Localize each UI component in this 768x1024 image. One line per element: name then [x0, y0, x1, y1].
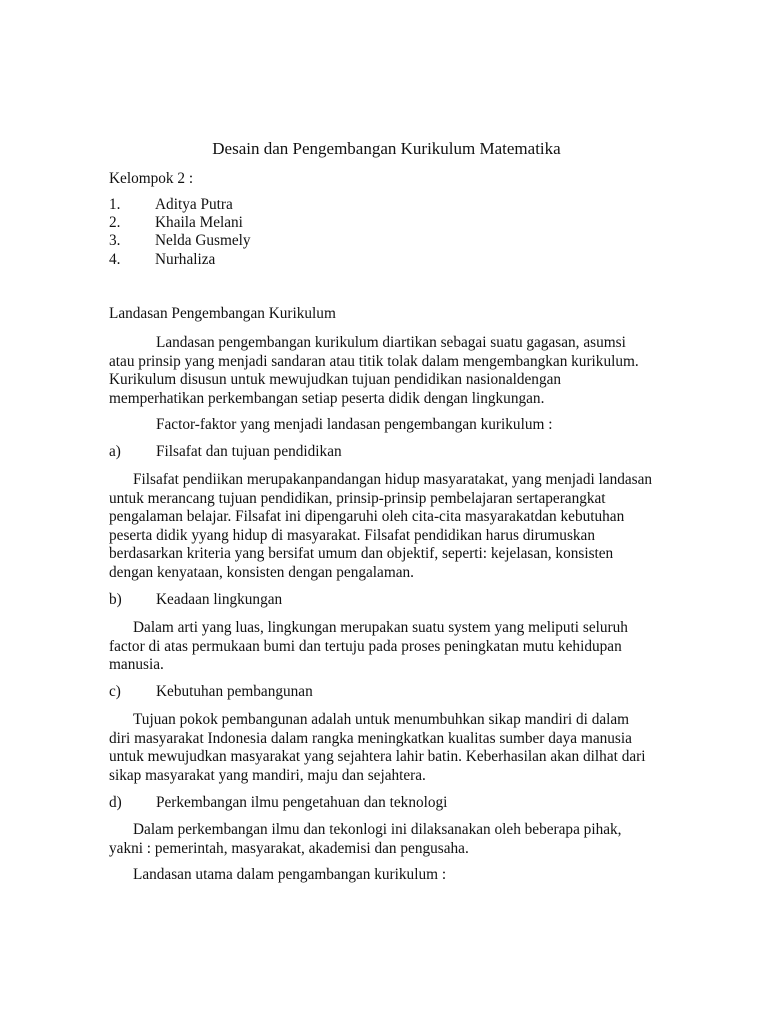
- paragraph-line: Kurikulum disusun untuk mewujudkan tujuan pendidikan nasionaldengan: [109, 371, 562, 388]
- paragraph-line: peserta didik yyang hidup di masyarakat. Filsafat pendidikan harus dirumuskan: [109, 526, 595, 544]
- factor-paragraph-d: [109, 821, 664, 858]
- factor-label: Kebutuhan pembangunan: [156, 683, 313, 700]
- paragraph-line: berdasarkan kriteria yang bersifat umum dan objektif, seperti: kejelasan, konsisten: [109, 545, 614, 562]
- list-number: 3.: [109, 232, 121, 250]
- factor-label: Keadaan lingkungan: [156, 591, 283, 608]
- paragraph-line: factor di atas permukaan bumi dan tertuju pada proses peningkatan mutu kehidupan: [109, 637, 622, 655]
- document-page: [109, 0, 664, 1024]
- list-letter: b): [109, 591, 122, 608]
- list-number: 4.: [109, 250, 121, 268]
- factors-intro: [109, 416, 664, 435]
- paragraph-line: Dalam perkembangan ilmu dan tekonlogi ini dilaksanakan oleh beberapa pihak,: [133, 821, 622, 838]
- paragraph-line: dengan kenyataan, konsisten dengan pengalaman.: [109, 563, 414, 581]
- section-heading: Landasan Pengembangan Kurikulum: [109, 305, 336, 322]
- closing-paragraph: [109, 866, 664, 885]
- paragraph-line: yakni : pemerintah, masyarakat, akademisi dan pengusaha.: [109, 839, 469, 857]
- paragraph-line: Dalam arti yang luas, lingkungan merupakan suatu system yang meliputi seluruh: [133, 619, 628, 636]
- list-letter: d): [109, 794, 122, 811]
- paragraph-line: diri masyarakat Indonesia dalam rangka meningkatkan kualitas sumber daya manusia: [109, 729, 632, 747]
- list-number: 2.: [109, 214, 121, 232]
- paragraph-line: manusia.: [109, 656, 164, 673]
- member-name: Aditya Putra: [155, 196, 233, 213]
- factor-label: Perkembangan ilmu pengetahuan dan teknologi: [156, 794, 448, 811]
- paragraph-line: memperhatikan perkembangan setiap peserta didik dengan lingkungan.: [109, 389, 545, 407]
- factor-paragraph-b: [109, 619, 664, 675]
- document-title: Desain dan Pengembangan Kurikulum Matematika: [212, 139, 561, 158]
- factor-label: Filsafat dan tujuan pendidikan: [156, 443, 342, 460]
- list-letter: a): [109, 443, 121, 460]
- paragraph-line: untuk mewujudkan masyarakat yang sejahtera lahir batin. Keberhasilan akan dilhat dari: [109, 748, 646, 765]
- paragraph-line: sikap masyarakat yang mandiri, maju dan sejahtera.: [109, 766, 426, 784]
- paragraph-line: pengalaman belajar. Filsafat ini dipengaruhi oleh cita-cita masyarakatdan kebutuhan: [109, 508, 625, 525]
- paragraph-line: Landasan pengembangan kurikulum diartikan sebagai suatu gagasan, asumsi: [156, 334, 626, 351]
- member-name: Khaila Melani: [155, 214, 243, 232]
- paragraph-line: Factor-faktor yang menjadi landasan pengembangan kurikulum :: [156, 416, 553, 433]
- paragraph-line: Tujuan pokok pembangunan adalah untuk menumbuhkan sikap mandiri di dalam: [133, 711, 630, 728]
- member-name: Nelda Gusmely: [155, 232, 251, 250]
- factor-paragraph-c: [109, 711, 664, 785]
- paragraph-line: untuk merancang tujuan pendidikan, prinsip-prinsip pembelajaran sertaperangkat: [109, 489, 606, 507]
- list-letter: c): [109, 683, 121, 700]
- paragraph-line: atau prinsip yang menjadi sandaran atau titik tolak dalam mengembangkan kurikulum.: [109, 352, 639, 370]
- factor-paragraph-a: [109, 471, 664, 582]
- group-label: Kelompok 2 :: [109, 170, 194, 187]
- member-name: Nurhaliza: [155, 250, 216, 268]
- paragraph-line: Landasan utama dalam pengambangan kurikulum :: [133, 866, 447, 883]
- paragraph-line: Filsafat pendiikan merupakanpandangan hidup masyaratakat, yang menjadi landasan: [133, 471, 653, 488]
- list-number: 1.: [109, 196, 121, 213]
- intro-paragraph: [109, 334, 664, 408]
